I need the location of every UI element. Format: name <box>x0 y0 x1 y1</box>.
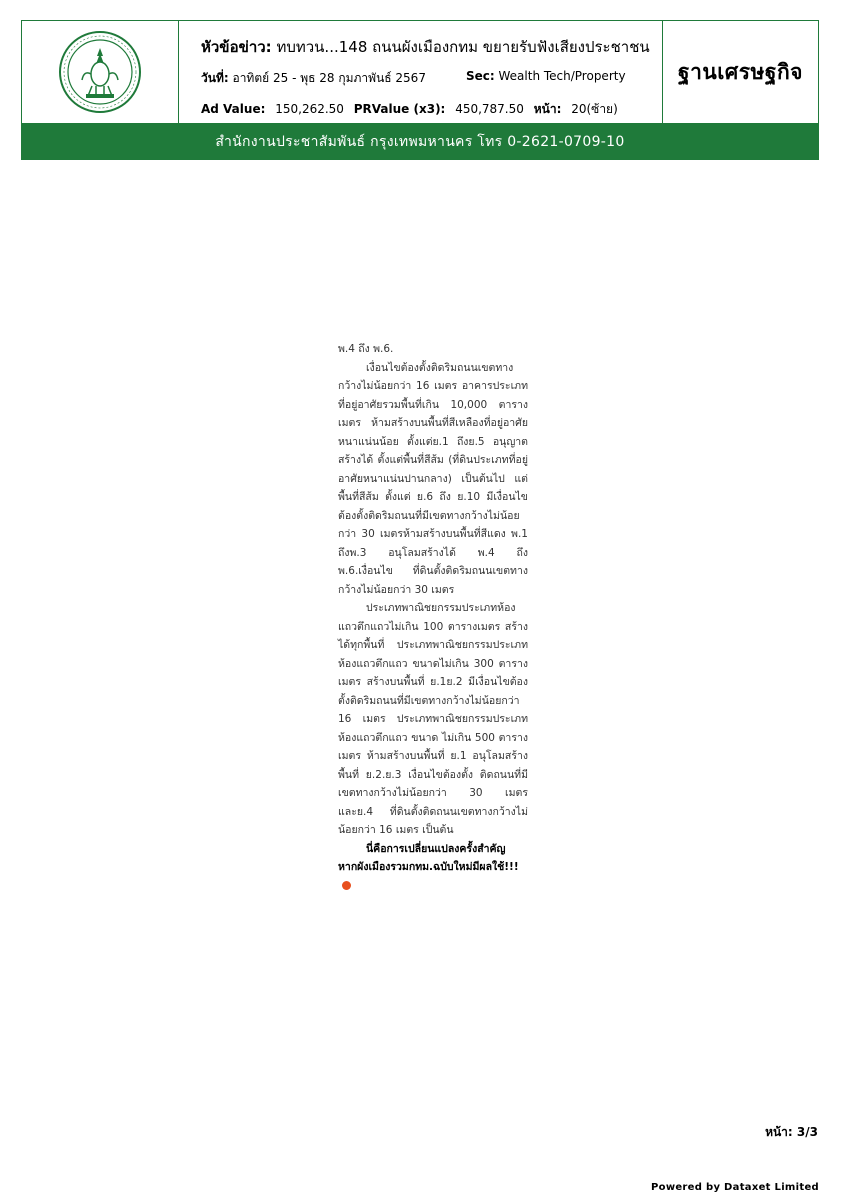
section-label: Sec: <box>465 69 495 83</box>
article-conclusion-text: นี่คือการเปลี่ยนแปลงครั้งสำคัญ หากผังเมืองรวมกทม.ฉบับใหม่มีผลใช้!!! <box>338 842 519 873</box>
page-number <box>765 1123 818 1142</box>
section-value: Wealth Tech/Property <box>498 69 626 83</box>
publication-name: ฐานเศรษฐกิจ <box>678 59 803 84</box>
page-number-value: 3/3 <box>796 1125 818 1139</box>
date-row <box>201 69 662 88</box>
ad-value: 150,262.50 <box>275 102 344 116</box>
page-value: 20(ซ้าย) <box>571 102 618 116</box>
powered-by: Powered by Dataxet Limited <box>651 1182 819 1193</box>
end-mark-icon <box>342 881 351 890</box>
article-paragraph: ประเภทพาณิชยกรรมประเภทห้องแถวตึกแถวไม่เกิน 100 ตารางเมตร สร้างได้ทุกพื้นที่ ประเภทพาณิชยกรรมประเภทห้องแถวตึกแถว ขนาดไม่เกิน 300 ตารางเมตร สร้างบนพื้นที่ ย.1ย.2 มีเงื่อนไขต้องตั้งติดริมถนนที่มีเขตทางกว้างไม่น้อยกว่า 16 เมตร ประเภทพาณิชยกรรมประเภทห้องแถวตึกแถว ขนาด ไม่เกิน 500 ตารางเมตร ห้ามสร้างบนพื้นที่ ย.1 อนุโลมสร้างพื้นที่ ย.2.ย.3 เงื่อนไขต้องตั้ง ติดถนนที่มีเขตทางกว้างไม่น้อยกว่า 30 เมตร และย.4 ที่ดินตั้งติดถนนเขตทางกว้างไม่น้อยกว่า 16 เมตร เป็นต้น <box>338 602 528 836</box>
bangkok-seal-icon <box>58 30 142 114</box>
ad-value-label: Ad Value: <box>201 102 266 116</box>
contact-bar <box>21 124 819 160</box>
date-value: อาทิตย์ 25 - พุธ 28 กุมภาพันธ์ 2567 <box>232 71 426 85</box>
pr-value-label: PRValue (x3): <box>353 102 446 116</box>
pr-value: 450,787.50 <box>455 102 524 116</box>
page-number-label: หน้า: <box>765 1125 793 1139</box>
headline-row <box>201 35 662 59</box>
article-paragraph: เงื่อนไขต้องตั้งติดริมถนนเขตทางกว้างไม่น้อยกว่า 16 เมตร อาคารประเภทที่อยู่อาศัยรวมพื้นที่เกิน 10,000 ตารางเมตร ห้ามสร้างบนพื้นที่สีเหลืองที่อยู่อาศัยหนาแน่นน้อย ตั้งแต่ย.1 ถึงย.5 อนุญาตสร้างได้ ตั้งแต่พื้นที่สีส้ม (ที่ดินประเภทที่อยู่อาศัยหนาแน่นปานกลาง) เป็นต้นไป แต่พื้นที่สีส้ม ตั้งแต่ ย.6 ถึง ย.10 มีเงื่อนไขต้องตั้งติดริมถนนที่มีเขตทางกว้างไม่น้อยกว่า 30 เมตรห้ามสร้างบนพื้นที่สีแดง พ.1 ถึงพ.3 อนุโลมสร้างได้ พ.4 ถึง พ.6.เงื่อนไข ที่ดินตั้งติดริมถนนเขตทางกว้างไม่น้อยกว่า 30 เมตร <box>338 361 528 596</box>
page-label: หน้า: <box>533 102 562 116</box>
clipping-header <box>21 20 819 124</box>
publication-cell <box>663 21 818 123</box>
info-cell <box>179 21 663 123</box>
value-row <box>201 100 662 119</box>
article-clipping <box>338 340 528 895</box>
headline-text: ทบทวน...148 ถนนผังเมืองกทม ขยายรับฟังเสียงประชาชน <box>276 38 650 56</box>
date-label: วันที่: <box>201 71 229 85</box>
article-conclusion <box>338 840 528 896</box>
logo-cell <box>22 21 179 123</box>
headline-label: หัวข้อข่าว: <box>201 38 272 56</box>
article-paragraph: พ.4 ถึง พ.6. <box>338 343 394 355</box>
contact-bar-text: สำนักงานประชาสัมพันธ์ กรุงเทพมหานคร โทร 0-2621-0709-10 <box>215 134 625 150</box>
